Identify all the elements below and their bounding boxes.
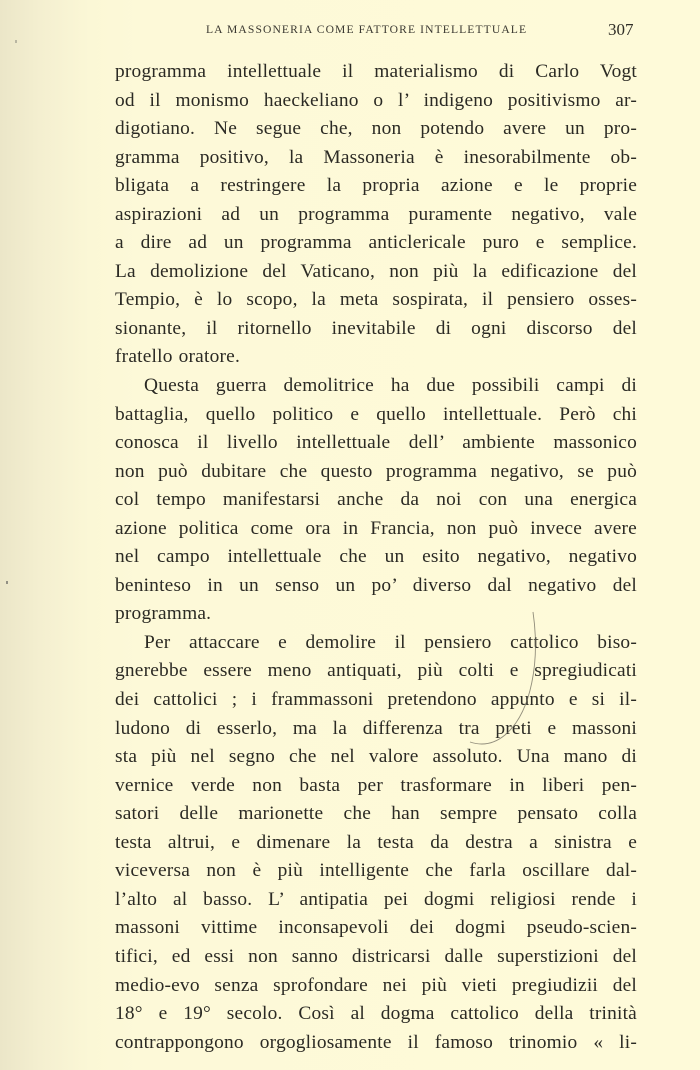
- text-line: gramma positivo, la Massoneria è inesorabilmente ob-: [115, 146, 637, 168]
- text-line: tifici, ed essi non sanno districarsi dalle superstizioni del: [115, 945, 637, 967]
- text-line: non può dubitare che questo programma negativo, se può: [115, 460, 637, 482]
- running-title: LA MASSONERIA COME FATTORE INTELLETTUALE: [206, 23, 528, 36]
- text-line: ludono di esserlo, ma la differenza tra preti e massoni: [115, 717, 637, 739]
- margin-speck: [15, 40, 17, 43]
- text-line: azione politica come ora in Francia, non può invece avere: [115, 517, 637, 539]
- running-header: [0, 20, 700, 40]
- body-text: [115, 58, 637, 1057]
- text-line: beninteso in un senso un po’ diverso dal negativo del: [115, 574, 637, 596]
- text-line: Tempio, è lo scopo, la meta sospirata, il pensiero osses-: [115, 289, 637, 311]
- text-line: La demolizione del Vaticano, non più la edificazione del: [115, 260, 637, 282]
- text-line: programma.: [115, 603, 212, 625]
- text-line: Questa guerra demolitrice ha due possibili campi di: [144, 375, 637, 397]
- text-line: 18° e 19° secolo. Così al dogma cattolico della trinità: [115, 1003, 637, 1025]
- text-line: satori delle marionette che han sempre pensato colla: [115, 803, 637, 825]
- text-line: bligata a restringere la propria azione e le proprie: [115, 175, 637, 197]
- paragraph-1: [115, 58, 637, 372]
- paragraph-2: [115, 372, 637, 629]
- text-line: sionante, il ritornello inevitabile di ogni discorso del: [115, 317, 637, 339]
- text-line: viceversa non è più intelligente che farla oscillare dal-: [115, 860, 637, 882]
- text-line: testa altrui, e dimenare la testa da destra a sinistra e: [115, 831, 637, 853]
- text-line: Per attaccare e demolire il pensiero cattolico biso-: [144, 631, 637, 653]
- text-line: aspirazioni ad un programma puramente negativo, vale: [115, 203, 637, 225]
- text-line: medio-evo senza sprofondare nei più vieti pregiudizii del: [115, 974, 637, 996]
- text-line: battaglia, quello politico e quello intellettuale. Però chi: [115, 403, 637, 425]
- text-line: massoni vittime inconsapevoli dei dogmi pseudo-scien-: [115, 917, 637, 939]
- text-line: od il monismo haeckeliano o l’ indigeno positivismo ar-: [115, 89, 637, 111]
- margin-speck: [6, 581, 8, 584]
- text-line: sta più nel segno che nel valore assoluto. Una mano di: [115, 746, 637, 768]
- text-line: gnerebbe essere meno antiquati, più colti e spregiudicati: [115, 660, 637, 682]
- text-line: programma intellettuale il materialismo di Carlo Vogt: [115, 61, 637, 82]
- text-line: digotiano. Ne segue che, non potendo avere un pro-: [115, 118, 637, 140]
- text-line: a dire ad un programma anticlericale puro e semplice.: [115, 232, 637, 254]
- page-number: 307: [608, 20, 634, 39]
- text-line: col tempo manifestarsi anche da noi con una energica: [115, 489, 637, 511]
- text-line: conosca il livello intellettuale dell’ ambiente massonico: [115, 432, 637, 454]
- text-line: nel campo intellettuale che un esito negativo, negativo: [115, 546, 637, 568]
- paragraph-3: [115, 629, 637, 1057]
- text-line: l’alto al basso. L’ antipatia pei dogmi religiosi rende i: [115, 888, 637, 910]
- text-line: dei cattolici ; i frammassoni pretendono appunto e si il-: [115, 689, 637, 711]
- text-line: contrappongono orgogliosamente il famoso trinomio « li-: [115, 1031, 637, 1053]
- text-line: fratello oratore.: [115, 346, 240, 368]
- text-line: vernice verde non basta per trasformare in liberi pen-: [115, 774, 637, 796]
